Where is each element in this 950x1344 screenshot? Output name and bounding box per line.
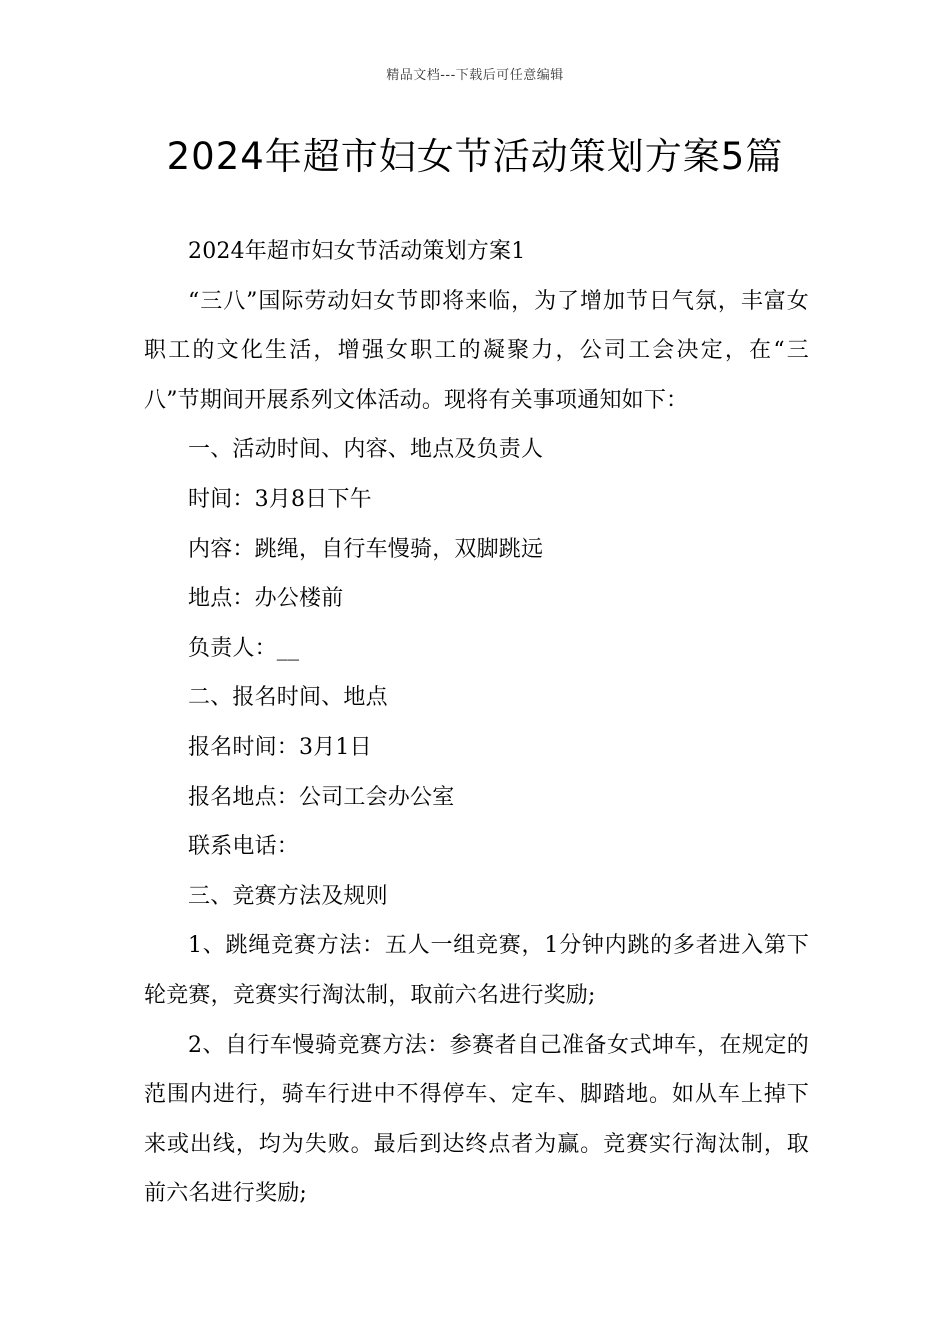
detail-line: 负责人：__ [188,635,300,661]
detail-line: 地点：办公楼前 [188,586,344,612]
section-heading: 一、活动时间、内容、地点及负责人 [188,437,544,463]
detail-line: 报名时间：3月1日 [188,734,372,760]
document-body [144,227,809,1219]
detail-line: 报名地点：公司工会办公室 [188,784,455,810]
document-title: 2024年超市妇女节活动策划方案5篇 [166,135,784,178]
rule-paragraph: 2、自行车慢骑竞赛方法：参赛者自己准备女式坤车，在规定的范围内进行，骑车行进中不得停车、定车、脚踏地。如从车上掉下来或出线，均为失败。最后到达终点者为赢。竞赛实行淘汰制，取前六名进行奖励; [144,1032,809,1207]
detail-line: 内容：跳绳，自行车慢骑，双脚跳远 [188,536,544,562]
page-header: 精品文档---下载后可任意编辑 [386,68,564,83]
detail-line: 联系电话： [188,834,300,860]
section-heading: 2024年超市妇女节活动策划方案1 [188,239,526,264]
intro-paragraph: “三八”国际劳动妇女节即将来临，为了增加节日气氛，丰富女职工的文化生活，增强女职工的凝聚力，公司工会决定，在“三八”节期间开展系列文体活动。现将有关事项通知如下： [144,288,809,413]
detail-line: 时间：3月8日下午 [188,486,372,512]
section-heading: 二、报名时间、地点 [188,685,388,711]
rule-paragraph: 1、跳绳竞赛方法：五人一组竞赛，1分钟内跳的多者进入第下轮竞赛，竞赛实行淘汰制，取前六名进行奖励; [144,933,809,1008]
section-heading: 三、竞赛方法及规则 [188,883,388,909]
